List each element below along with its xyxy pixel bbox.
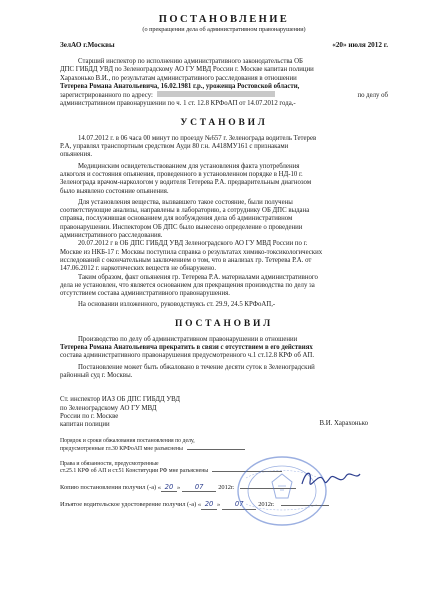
document-subtitle: (о прекращении дела об административном правонарушении) — [142, 26, 306, 33]
signature-block — [60, 396, 388, 429]
signer-position: по Зеленоградскому АО ГУ МВД — [60, 404, 157, 412]
copy-year: 2012г. — [218, 484, 235, 492]
copy-day: 20 — [161, 484, 177, 492]
license-year: 2012г. — [258, 501, 275, 509]
intro-line: ДПС ГИБДД УВД по Зеленоградскому АО ГУ МВД России г. Москве капитан полиции — [60, 66, 314, 74]
body-line: соответствующие анализы, направлены в лабораторию, а сотруднику ОБ ДПС выдана — [60, 207, 310, 215]
decision-line: Тетерева Романа Анатольевича прекратить в связи с отсутствием в его действиях — [60, 344, 313, 352]
body-line: опьянения. — [60, 151, 93, 159]
findings — [60, 135, 388, 310]
intro-line: Тетерева Романа Анатольевича, 16.02.1981 г.р., уроженца Ростовской области, — [60, 82, 300, 90]
body-line: справка, послужившая основанием для возбуждения дела об административном — [60, 215, 293, 223]
place: ЗелАО г.Москвы — [60, 41, 115, 49]
body-line: 20.07.2012 г в ОБ ДПС ГИБДД УВД Зеленоградского АО ГУ МВД России по г. — [78, 240, 308, 248]
license-month: 07 — [222, 501, 256, 509]
document-title: ПОСТАНОВЛЕНИЕ — [158, 14, 290, 25]
license-received-row: Изъятое водительское удостоверение получил (-а) « 20 » 07 2012г. — [60, 501, 388, 509]
signer-position: России по г. Москве — [60, 412, 119, 420]
intro-line — [60, 91, 388, 100]
intro-line: административном правонарушении по ч. 1 ст. 12.8 КРФоАП от 14.07.2012 года,- — [60, 100, 296, 108]
signer-name: В.И. Харахонько — [319, 420, 368, 428]
body-line: На основании изложенного, руководствуясь ст. 29.9, 24.5 КРФоАП,- — [78, 301, 276, 309]
section-title-ustanovil: УСТАНОВИЛ — [180, 117, 268, 128]
header-row — [60, 41, 388, 49]
license-received-label: Изъятое водительское удостоверение получил (-а) « — [60, 501, 202, 509]
copy-month: 07 — [182, 484, 216, 492]
appeal-line: предусмотренные гл.30 КРФоАП мне разъяснены — [60, 446, 388, 453]
body-line: административного расследования. — [60, 232, 163, 240]
document-date: «20» июля 2012 г. — [332, 41, 388, 49]
decision-line: районный суд г. Москвы. — [60, 371, 133, 379]
decision — [60, 336, 388, 380]
rights-line: ст.25.1 КРФ об АП и ст.51 Конституции РФ мне разъяснены — [60, 468, 388, 475]
decision-line: состава административного правонарушения предусмотренного ч.1 ст.12.8 КРФ об АП. — [60, 352, 315, 360]
intro-line: Харахонько В.И., по результатам административного расследования в отношении — [60, 74, 297, 82]
body-line: отсутствием состава административного правонарушения. — [60, 290, 230, 298]
section-title-postanovil: ПОСТАНОВИЛ — [174, 318, 274, 329]
intro-paragraph — [60, 58, 388, 109]
body-line: Для установления вещества, вызвавшего такое состояние, были получены — [78, 198, 293, 206]
decision-line: Производство по делу об административном правонарушении в отношении — [78, 335, 298, 343]
body-line: было выявлено состояние опьянения. — [60, 187, 169, 195]
body-line: Медицинским освидетельствованием для установления факта употребления — [78, 162, 300, 170]
case-label: по делу об — [357, 92, 388, 100]
body-line: дела не установлен, что является основанием для прекращения производства по делу за — [60, 281, 315, 289]
intro-line: Старший инспектор по исполнению административного законодательства ОБ — [78, 58, 303, 65]
body-line: правонарушении. Инспектором ОБ ДПС было вынесено определение о проведении — [60, 223, 303, 231]
decision-line: Постановление может быть обжаловано в течение десяти суток в Зеленоградский — [78, 363, 315, 371]
body-line: Р.А, управлял транспортным средством Ауди 80 г.н. А418МУ161 с признаками — [60, 143, 289, 151]
body-line: Зеленограда врачом-наркологом у водителя Тетерева Р.А. предварительным диагнозом — [60, 179, 312, 187]
appeal-note — [60, 438, 388, 452]
body-line: Москве из НКБ-17 г. Москвы поступила справка о результатах химико-токсикологических — [60, 248, 323, 256]
rights-line: Права и обязанности, предусмотренные — [60, 460, 159, 467]
body-line: 147.06.2012 г. наркотических веществ не обнаружено. — [60, 265, 217, 273]
appeal-signature-line — [187, 449, 245, 450]
signer-rank: капитан полиции — [60, 421, 110, 429]
body-line: Таким образом, факт опьянения гр. Тетерева Р.А. материалами административного — [78, 273, 318, 281]
body-line: 14.07.2012 г. в 06 часа 00 минут по проезду №657 г. Зеленограда водитель Тетерев — [78, 134, 317, 142]
handwritten-signature — [300, 466, 362, 494]
body-line: алкоголя и состояния опьянения, проведенного в установленном порядке в НД-10 г. — [60, 170, 303, 178]
address-label: зарегистрированного по адресу: — [60, 92, 153, 100]
body-line: исследований с окончательным заключением о том, что в анализах гр. Тетерева Р.А. от — [60, 256, 312, 264]
appeal-line: Порядок и сроки обжалования постановления по делу, — [60, 438, 195, 445]
redacted-address — [157, 91, 275, 97]
signer-position: Ст. инспектор ИАЗ ОБ ДПС ГИБДД УВД — [60, 396, 181, 404]
license-day: 20 — [201, 501, 217, 509]
copy-received-row: Копию постановления получил (-а) « 20 » 07 2012г. — [60, 484, 388, 492]
copy-received-label: Копию постановления получил (-а) « — [60, 484, 161, 492]
